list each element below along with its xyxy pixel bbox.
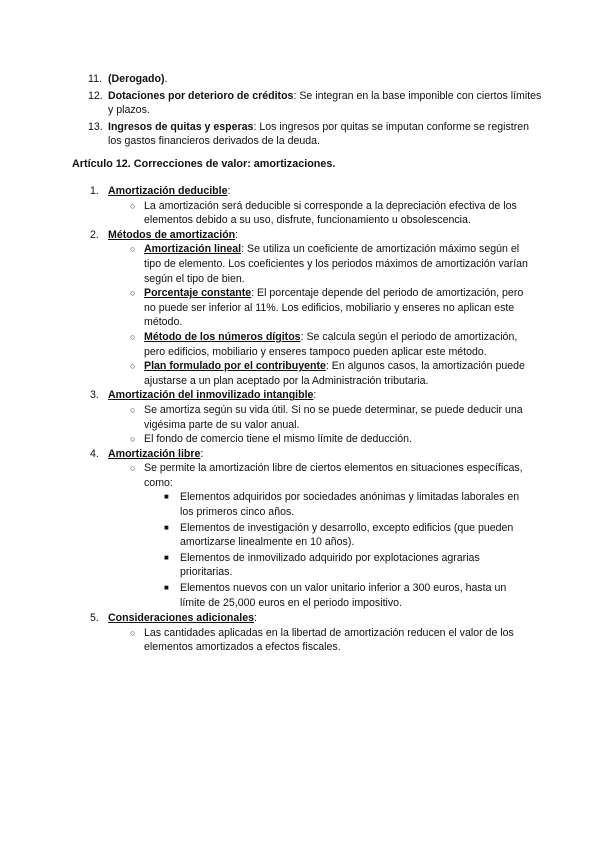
sub-item-heading: Plan formulado por el contribuyente [144,360,326,373]
sub-item [130,330,532,359]
article-sections [72,184,532,655]
circle-bullet-icon: ○ [130,361,136,372]
sub-sub-item-text: Elementos adquiridos por sociedades anónimas y limitadas laborales en los primeros cinco años. [180,491,520,519]
sub-sub-item [164,521,532,550]
item-text: : Se integran en la base imponible con ciertos límites y plazos. [108,89,542,117]
section-title: Métodos de amortización [108,228,236,241]
sub-sub-item-text: Elementos de inmovilizado adquirido por explotaciones agrarias prioritarias. [180,551,480,579]
section-1: 1. Amortización deducible: ○ La amortización será deducible si corresponde a la depreciación efectiva de los elementos debido a su uso, disfrute, funcionamiento u obsolescencia. [72,184,532,228]
sub-sub-item-text: Elementos nuevos con un valor unitario inferior a 300 euros, hasta un límite de 25,000 euros en el periodo impositivo. [180,582,507,609]
item-number: 13. [88,120,103,133]
section-number: 5. [90,612,99,625]
square-bullet-icon: ■ [164,522,169,532]
sub-sub-item [164,490,532,519]
square-bullet-icon: ■ [164,552,169,562]
sub-item [130,432,532,447]
section-number: 4. [90,447,99,460]
list-item-11 [72,72,542,87]
sub-item-text: La amortización será deducible si corresponde a la depreciación efectiva de los elementos debido a su uso, disfrute, funcionamiento u obsolescencia. [144,199,517,227]
square-bullet-icon: ■ [164,492,169,502]
list-item-12 [72,89,542,118]
sub-item [130,626,532,655]
sub-item-heading: Amortización lineal [144,243,242,256]
item-text: . [164,73,168,85]
item-text: : Los ingresos por quitas se imputan conforme se registren los gastos financieros derivados de la deuda. [108,120,530,148]
circle-bullet-icon: ○ [130,244,136,255]
circle-bullet-icon: ○ [130,288,136,299]
item-heading: Dotaciones por deterioro de créditos [108,89,294,102]
article-title: Artículo 12. Correcciones de valor: amortizaciones. [72,158,336,170]
section-2: 2. Métodos de amortización: ○ Amortización lineal: Se utiliza un coeficiente de amortización máximo según el tipo de elemento. Los coeficientes y los periodos máximos de amortización varían según el tipo de bien. ○ Porcentaje constante: El porcentaje depende del periodo de amortización, pero no puede ser inferior al 11%. Los edificios, mobiliario y enseres no aplican este método. ○ Método de los números dígitos: Se calcula según el periodo de amortización, pero edificios, mobiliario y enseres tampoco pueden aplicar este método. ○ Plan formulado por el contribuyente: En algunos casos, la amortización puede ajustarse a un plan aceptado por la Administración tributaria. [72,228,532,389]
sub-item-heading: Porcentaje constante [144,287,252,300]
sub-item-text: : En algunos casos, la amortización puede ajustarse a un plan aceptado por la Administración tributaria. [144,360,525,387]
section-title: Amortización del inmovilizado intangible [108,389,314,402]
section-number: 3. [90,389,99,402]
sub-sub-item [164,581,532,610]
sub-item [130,242,532,286]
sub-item [130,359,532,388]
circle-bullet-icon: ○ [130,463,136,474]
circle-bullet-icon: ○ [130,404,136,415]
square-bullet-icon: ■ [164,583,169,593]
sub-item [130,461,532,490]
sub-item-text: Se amortiza según su vida útil. Si no se puede determinar, se puede deducir una vigésima parte de su valor anual. [144,403,523,431]
section-number: 1. [90,185,99,197]
section-title: Amortización deducible [108,185,228,197]
section-4: 4. Amortización libre: ○ Se permite la amortización libre de ciertos elementos en situaciones específicas, como: ■ Elementos adquiridos por sociedades anónimas y limitadas laborales en los primeros cinco años. ■ Elementos de investigación y desarrollo, excepto edificios (que pueden amortizarse linealmente en 10 años). ■ Elementos de inmovilizado adquirido por explotaciones agrarias prioritarias. ■ Elementos nuevos con un valor unitario inferior a 300 euros, hasta un límite de 25,000 euros en el periodo impositivo. [72,447,532,611]
sub-item-text: : Se utiliza un coeficiente de amortización máximo según el tipo de elemento. Los coeficientes y los periodos máximos de amortización varían según el tipo de bien. [144,243,528,285]
sub-item-text: : El porcentaje depende del periodo de amortización, pero no puede ser inferior al 11%. Los edificios, mobiliario y enseres no aplican este método. [144,287,524,329]
sub-item-text: Se permite la amortización libre de ciertos elementos en situaciones específicas, como: [144,462,523,489]
continuation-list [72,72,542,151]
sub-item-text: El fondo de comercio tiene el mismo límite de deducción. [144,433,412,446]
item-heading: (Derogado) [108,73,165,85]
section-3: 3. Amortización del inmovilizado intangible: ○ Se amortiza según su vida útil. Si no se puede determinar, se puede deducir una vigésima parte de su valor anual. ○ El fondo de comercio tiene el mismo límite de deducción. [72,388,532,446]
sub-item [130,199,532,228]
item-number: 11. [88,73,102,85]
list-item-13 [72,120,542,149]
sub-sub-item-text: Elementos de investigación y desarrollo, excepto edificios (que pueden amortizarse linealmente en 10 años). [180,521,514,549]
sub-item [130,286,532,330]
sub-item-heading: Método de los números dígitos [144,330,301,343]
circle-bullet-icon: ○ [130,434,136,445]
sub-item-text: : Se calcula según el periodo de amortización, pero edificios, mobiliario y enseres tampoco pueden aplicar este método. [144,330,518,358]
sub-sub-item [164,551,532,580]
sub-item [130,403,532,432]
section-title: Amortización libre [108,447,201,460]
section-number: 2. [90,228,99,241]
circle-bullet-icon: ○ [130,200,136,211]
item-heading: Ingresos de quitas y esperas [108,120,254,133]
circle-bullet-icon: ○ [130,331,136,342]
circle-bullet-icon: ○ [130,627,136,638]
section-title: Consideraciones adicionales [108,612,255,625]
section-5: 5. Consideraciones adicionales: ○ Las cantidades aplicadas en la libertad de amortización reducen el valor de los elementos amortizados a efectos fiscales. [72,611,532,655]
sub-item-text: Las cantidades aplicadas en la libertad de amortización reducen el valor de los elementos amortizados a efectos fiscales. [144,626,514,654]
item-number: 12. [88,89,103,102]
